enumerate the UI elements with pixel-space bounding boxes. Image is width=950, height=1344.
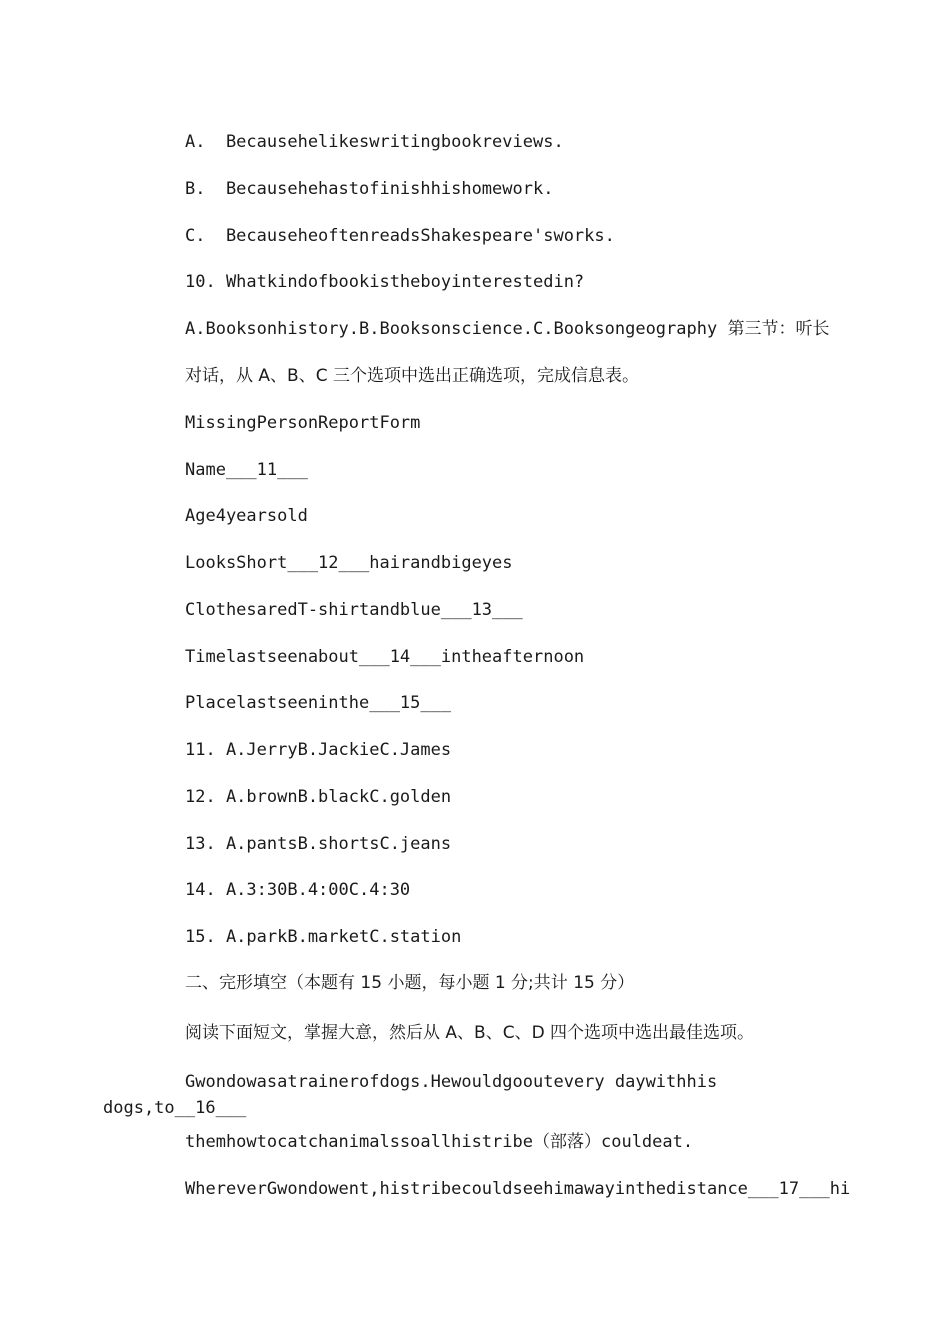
question-13: 13. A.pantsB.shortsC.jeans [185, 834, 452, 854]
form-looks-row: LooksShort___12___hairandbigeyes [185, 553, 513, 573]
section-2-heading: 二、完形填空（本题有 15 小题，每小题 1 分;共计 15 分） [185, 973, 635, 993]
option-9a: A. Becausehelikeswritingbookreviews. [185, 132, 564, 152]
form-name-row: Name___11___ [185, 460, 308, 480]
option-9b: B. Becausehehastofinishhishomework. [185, 179, 554, 199]
form-time-row: Timelastseenabout___14___intheafternoon [185, 647, 585, 667]
form-clothes-row: ClothesaredT-shirtandblue___13___ [185, 600, 523, 620]
question-15: 15. A.parkB.marketC.station [185, 927, 462, 947]
form-place-row: Placelastseeninthe___15___ [185, 693, 452, 713]
section-3-instruction: 对话，从 A、B、C 三个选项中选出正确选项，完成信息表。 [185, 366, 639, 386]
passage-line-3: themhowtocatchanimalssoallhistribe（部落）couldeat. [185, 1132, 694, 1152]
section-2-instruction: 阅读下面短文，掌握大意，然后从 A、B、C、D 四个选项中选出最佳选项。 [185, 1023, 755, 1043]
passage-line-4: WhereverGwondowent,histribecouldseehimawayinthedistance___17___hi [185, 1179, 851, 1199]
passage-line-2: dogs,to__16___ [103, 1098, 247, 1118]
question-14: 14. A.3:30B.4:00C.4:30 [185, 880, 411, 900]
question-12: 12. A.brownB.blackC.golden [185, 787, 452, 807]
question-10: 10. Whatkindofbookistheboyinterestedin? [185, 272, 585, 292]
passage-line-1: Gwondowasatrainerofdogs.Hewouldgooutevery daywithhis [185, 1072, 718, 1092]
option-9c: C. BecauseheoftenreadsShakespeare'sworks. [185, 226, 615, 246]
form-age-row: Age4yearsold [185, 506, 308, 526]
question-11: 11. A.JerryB.JackieC.James [185, 740, 452, 760]
question-10-options: A.Booksonhistory.B.Booksonscience.C.Booksongeography 第三节：听长 [185, 319, 830, 339]
form-title: MissingPersonReportForm [185, 413, 421, 433]
